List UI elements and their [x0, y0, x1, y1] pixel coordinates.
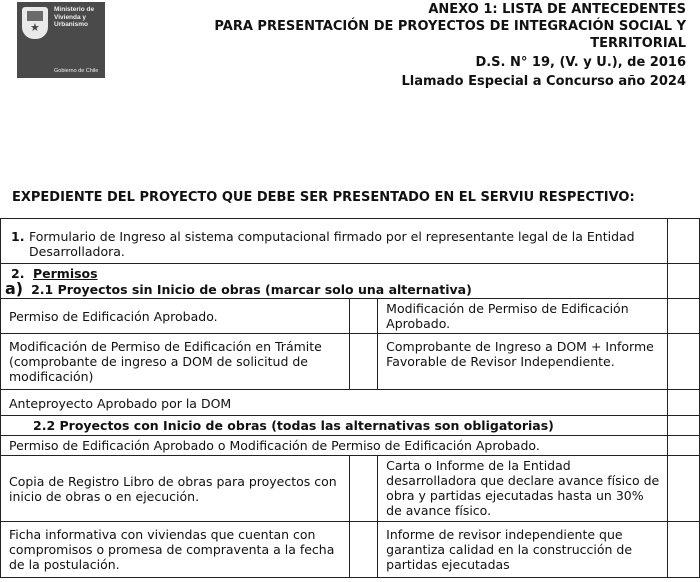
table-row: [1, 281, 700, 299]
checkbox-item-2[interactable]: [668, 264, 700, 299]
option-text: Carta o Informe de la Entidad desarrolladora que declare avance físico de obra y partidas ejecutadas hasta un 30% de avance físico.: [378, 456, 668, 522]
expediente-title: EXPEDIENTE DEL PROYECTO QUE DEBE SER PRESENTADO EN EL SERVIU RESPECTIVO:: [12, 190, 635, 205]
option-text: Informe de revisor independiente que garantiza calidad en la construcción de partidas ejecutadas: [378, 522, 668, 578]
option-text: Copia de Registro Libro de obras para proyectos con inicio de obras o en ejecución.: [1, 456, 350, 522]
call-reference: Llamado Especial a Concurso año 2024: [401, 74, 686, 89]
permisos-heading: Permisos: [32, 266, 98, 281]
table-row: [1, 416, 700, 436]
checkbox-item-1[interactable]: [668, 219, 700, 264]
table-row: [1, 334, 700, 390]
table-row: [1, 522, 700, 578]
table-row: [1, 436, 700, 456]
coat-of-arms-icon: ★: [22, 7, 48, 39]
ministry-name: Ministerio de Vivienda y Urbanismo: [54, 6, 95, 28]
option-text: Permiso de Edificación Aprobado.: [1, 299, 350, 334]
section-2-2-heading: 2.2 Proyectos con Inicio de obras (todas las alternativas son obligatorias): [33, 418, 554, 433]
requirements-table: [0, 218, 700, 578]
checkbox-permiso-aprobado[interactable]: [350, 299, 378, 334]
table-row: [1, 456, 700, 522]
checkbox-modificacion-tramite[interactable]: [350, 334, 378, 390]
header-line-3: TERRITORIAL: [590, 36, 686, 51]
option-text: Modificación de Permiso de Edificación en Trámite (comprobante de ingreso a DOM de solicitud de modificación): [1, 334, 350, 390]
checkbox-carta-avance[interactable]: [668, 456, 700, 522]
table-row: [1, 219, 700, 264]
annex-title: ANEXO 1: LISTA DE ANTECEDENTES: [428, 2, 686, 17]
section-2-1-heading: 2.1 Proyectos sin Inicio de obras (marcar solo una alternativa): [31, 282, 472, 297]
checkbox-anteproyecto[interactable]: [668, 390, 700, 416]
document-header: [214, 1, 686, 90]
table-row: [1, 299, 700, 334]
sub-letter: a): [5, 279, 24, 298]
option-text: Permiso de Edificación Aprobado o Modificación de Permiso de Edificación Aprobado.: [1, 436, 668, 456]
header-line-2: PARA PRESENTACIÓN DE PROYECTOS DE INTEGRACIÓN SOCIAL Y: [214, 19, 686, 34]
option-text: Anteproyecto Aprobado por la DOM: [1, 390, 668, 416]
checkbox-permiso-o-modificacion[interactable]: [668, 436, 700, 456]
checkbox-modificacion-aprobado[interactable]: [668, 299, 700, 334]
table-row: [1, 390, 700, 416]
option-text: Ficha informativa con viviendas que cuentan con compromisos o promesa de compraventa a la fecha de la postulación.: [1, 522, 350, 578]
checkbox-ficha-informativa[interactable]: [350, 522, 378, 578]
option-text: Comprobante de Ingreso a DOM + Informe Favorable de Revisor Independiente.: [378, 334, 668, 390]
table-row: [1, 264, 700, 282]
item-1-text: Formulario de Ingreso al sistema computacional firmado por el representante legal de la Entidad Desarrolladora.: [29, 229, 635, 259]
checkbox-comprobante-dom[interactable]: [668, 334, 700, 390]
item-number: 1.: [11, 229, 25, 244]
government-label: Gobierno de Chile: [54, 68, 99, 74]
option-text: Modificación de Permiso de Edificación Aprobado.: [378, 299, 668, 334]
checkbox-section-2-2[interactable]: [668, 416, 700, 436]
ministry-logo: [17, 2, 105, 78]
checkbox-revisor-independiente[interactable]: [668, 522, 700, 578]
item-number: 2.: [11, 266, 25, 281]
decree-reference: D.S. N° 19, (V. y U.), de 2016: [475, 55, 686, 70]
checkbox-libro-obras[interactable]: [350, 456, 378, 522]
